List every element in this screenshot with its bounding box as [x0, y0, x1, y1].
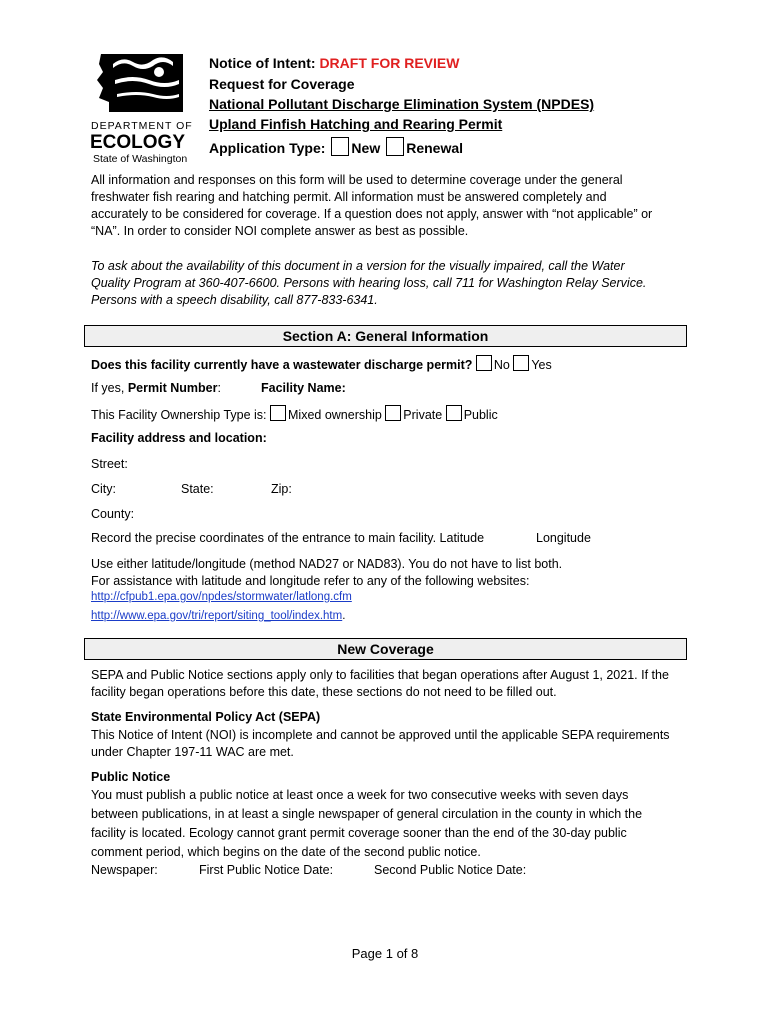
new-coverage-header: New Coverage — [84, 638, 687, 660]
sepa-text-line: under Chapter 197-11 WAC are met. — [91, 745, 294, 759]
longitude-label: Longitude — [536, 531, 591, 545]
logo-state: State of Washington — [93, 153, 188, 165]
ownership-private-label: Private — [403, 408, 443, 422]
latlong-link-2-row — [91, 606, 345, 624]
nad-instructions — [91, 556, 562, 590]
accessibility-line: Persons with a speech disability, call 877-833-6341. — [91, 293, 378, 307]
nad-line: Use either latitude/longitude (method NAD27 or NAD83). You do not have to list both. — [91, 557, 563, 571]
ownership-label: This Facility Ownership Type is: — [91, 408, 267, 422]
second-notice-date-label: Second Public Notice Date: — [374, 863, 527, 877]
public-notice-text — [91, 786, 642, 862]
section-a-header: Section A: General Information — [84, 325, 687, 347]
sepa-text-line: This Notice of Intent (NOI) is incomplete and cannot be approved until the applicable SEPA requirements — [91, 728, 670, 742]
header-title-line3: National Pollutant Discharge Elimination System (NPDES) — [209, 96, 595, 112]
public-notice-line: between publications, in at least a single newspaper of general circulation in the county in which the — [91, 807, 643, 821]
discharge-no-checkbox[interactable] — [476, 355, 492, 371]
application-type-label: Application Type: — [209, 140, 326, 156]
permit-number-label: Permit Number — [127, 381, 218, 395]
first-notice-date-label: First Public Notice Date: — [199, 863, 334, 877]
sepa-intro-line: SEPA and Public Notice sections apply only to facilities that began operations after August 1, 2021. If the — [91, 668, 669, 682]
header-title-line4: Upland Finfish Hatching and Rearing Permit — [209, 116, 503, 132]
link-period: . — [342, 610, 346, 622]
ownership-private-checkbox[interactable] — [385, 405, 401, 421]
sepa-intro — [91, 667, 669, 701]
sepa-intro-line: facility began operations before this date, these sections do not need to be filled out. — [91, 685, 557, 699]
ecology-logo — [88, 50, 193, 165]
new-checkbox[interactable] — [331, 137, 349, 156]
discharge-no-label: No — [493, 358, 510, 372]
new-label: New — [351, 140, 381, 156]
newspaper-label: Newspaper: — [91, 863, 158, 877]
renewal-label: Renewal — [406, 140, 464, 156]
intro-line: All information and responses on this form will be used to determine coverage under the general — [91, 173, 623, 187]
washington-map-icon — [93, 50, 185, 116]
discharge-yes-checkbox[interactable] — [513, 355, 529, 371]
facility-name-label: Facility Name: — [261, 381, 346, 395]
intro-paragraph — [91, 172, 652, 240]
logo-dept: DEPARTMENT OF — [91, 120, 193, 132]
zip-label: Zip: — [271, 482, 292, 496]
latlong-link-2[interactable]: http://www.epa.gov/tri/report/siting_tool/index.htm — [91, 610, 343, 622]
public-notice-heading: Public Notice — [91, 770, 171, 784]
nad-line: For assistance with latitude and longitude refer to any of the following websites: — [91, 574, 530, 588]
county-label: County: — [91, 507, 135, 521]
header-title-line1 — [209, 55, 459, 72]
city-label: City: — [91, 482, 116, 496]
draft-label: DRAFT FOR REVIEW — [319, 55, 460, 71]
public-notice-line: comment period, which begins on the date of the second public notice. — [91, 845, 481, 859]
latlong-link-1[interactable]: http://cfpub1.epa.gov/npdes/stormwater/latlong.cfm — [91, 591, 352, 603]
ownership-mixed-label: Mixed ownership — [288, 408, 382, 422]
ownership-row — [91, 405, 498, 424]
address-label: Facility address and location: — [91, 431, 267, 445]
application-type-row — [209, 137, 463, 157]
accessibility-paragraph — [91, 258, 646, 309]
street-label: Street: — [91, 457, 128, 471]
discharge-question: Does this facility currently have a wastewater discharge permit? — [91, 358, 473, 372]
intro-line: accurately to be considered for coverage. If a question does not apply, answer with “not applicable” or — [91, 207, 653, 221]
coordinates-label: Record the precise coordinates of the entrance to main facility. Latitude — [91, 531, 485, 545]
renewal-checkbox[interactable] — [386, 137, 404, 156]
intro-line: “NA”. In order to consider NOI complete answer as best as possible. — [91, 224, 469, 238]
public-notice-line: facility is located. Ecology cannot grant permit coverage sooner than the end of the 30-day public — [91, 826, 627, 840]
accessibility-line: Quality Program at 360-407-6600. Persons with hearing loss, call 711 for Washington Relay Service. — [91, 276, 647, 290]
ownership-mixed-checkbox[interactable] — [270, 405, 286, 421]
accessibility-line: To ask about the availability of this document in a version for the visually impaired, call the Water — [91, 259, 625, 273]
intro-line: freshwater fish rearing and hatching permit. All information must be answered completely and — [91, 190, 607, 204]
permit-number-row — [91, 380, 221, 397]
public-notice-line: You must publish a public notice at least once a week for two consecutive weeks with seven days — [91, 788, 629, 802]
header-title-line2: Request for Coverage — [209, 76, 355, 92]
state-label: State: — [181, 482, 214, 496]
permit-number-colon: : — [217, 381, 221, 395]
sepa-heading: State Environmental Policy Act (SEPA) — [91, 710, 321, 724]
if-yes-label: If yes, — [91, 381, 125, 395]
page-number: Page 1 of 8 — [351, 946, 419, 961]
notice-label: Notice of Intent: — [209, 55, 316, 71]
sepa-text — [91, 727, 670, 761]
discharge-yes-label: Yes — [531, 358, 552, 372]
ownership-public-label: Public — [463, 408, 498, 422]
discharge-permit-row — [91, 355, 552, 374]
ownership-public-checkbox[interactable] — [446, 405, 462, 421]
logo-name: ECOLOGY — [90, 132, 186, 153]
